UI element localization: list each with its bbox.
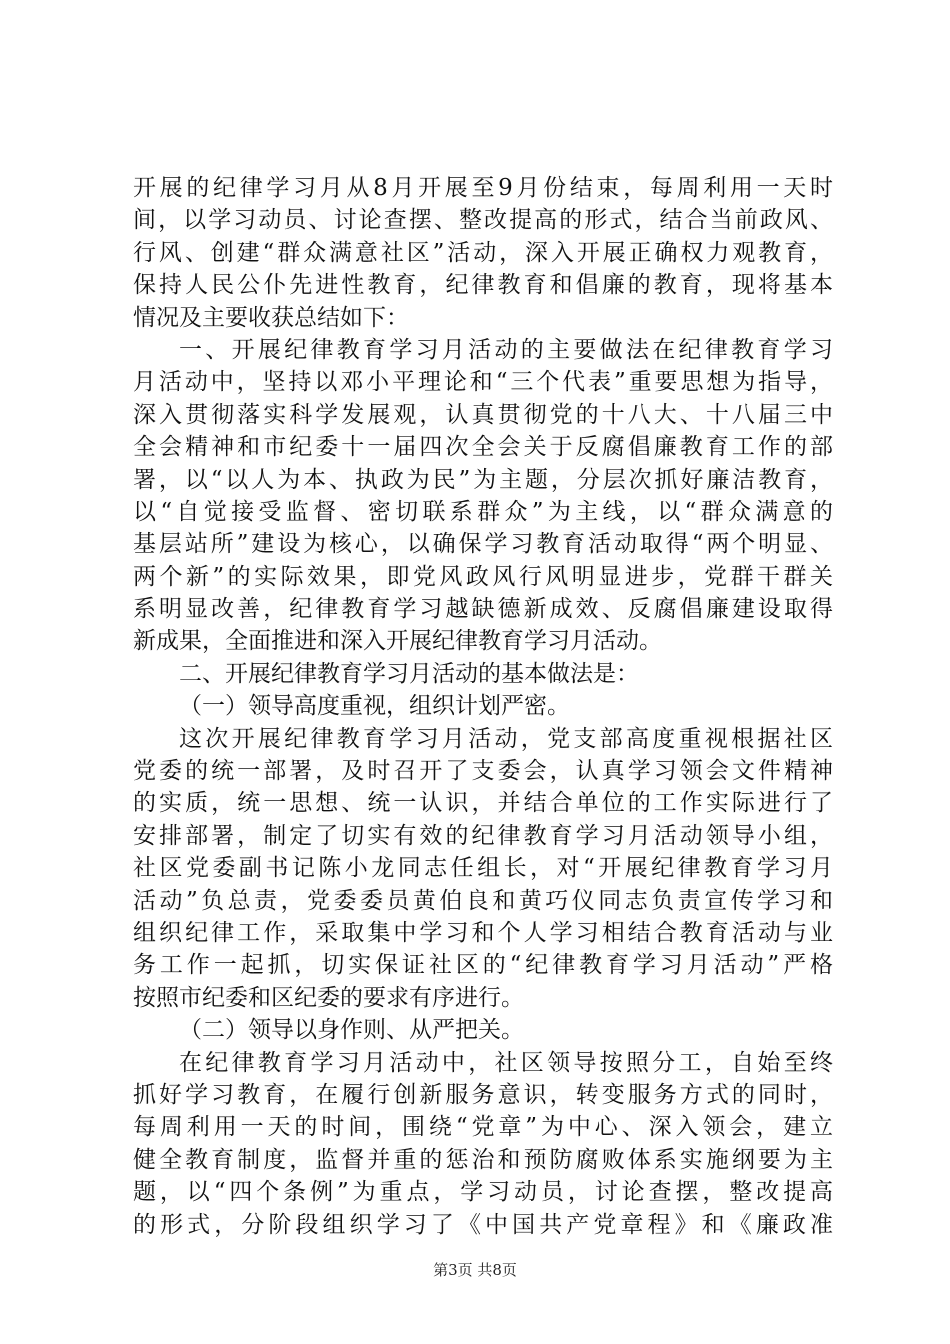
text-line: 行风、创建“群众满意社区”活动，深入开展正确权力观教育， [133,239,833,266]
text-line: 在纪律教育学习月活动中，社区领导按照分工，自始至终 [179,1049,833,1076]
text-line: 间，以学习动员、讨论查摆、整改提高的形式，结合当前政风、 [133,207,833,234]
text-line: 一、开展纪律教育学习月活动的主要做法在纪律教育学习 [179,336,833,363]
text-line: （二）领导以身作则、从严把关。 [179,1017,524,1044]
text-line: 以“自觉接受监督、密切联系群众”为主线，以“群众满意的 [133,498,833,525]
document-body [133,172,833,1241]
text-line: 月活动中，坚持以邓小平理论和“三个代表”重要思想为指导， [133,369,833,396]
text-line: 开展的纪律学习月从8月开展至9月份结束，每周利用一天时 [133,175,833,201]
text-line: 保持人民公仆先进性教育，纪律教育和倡廉的教育，现将基本 [133,272,833,299]
text-line: 活动”负总责，党委委员黄伯良和黄巧仪同志负责宣传学习和 [133,887,833,914]
text-line: 组织纪律工作，采取集中学习和个人学习相结合教育活动与业 [133,919,833,946]
text-line: 署，以“以人为本、执政为民”为主题，分层次抓好廉洁教育， [133,466,833,493]
text-line: 两个新”的实际效果，即党风政风行风明显进步，党群干群关 [133,563,833,590]
text-line: 全会精神和市纪委十一届四次全会关于反腐倡廉教育工作的部 [133,434,833,461]
text-line: 这次开展纪律教育学习月活动，党支部高度重视根据社区 [179,725,833,752]
text-line: 的形式，分阶段组织学习了《中国共产党章程》和《廉政准 [133,1211,833,1238]
text-line: 健全教育制度，监督并重的惩治和预防腐败体系实施纲要为主 [133,1146,833,1173]
text-line: 按照市纪委和区纪委的要求有序进行。 [133,984,524,1011]
text-line: 每周利用一天的时间，围绕“党章”为中心、深入领会，建立 [133,1114,833,1141]
text-line: 的实质，统一思想、统一认识，并结合单位的工作实际进行了 [133,790,833,817]
text-line: 题，以“四个条例”为重点，学习动员，讨论查摆，整改提高 [133,1179,833,1206]
text-line: （一）领导高度重视，组织计划严密。 [179,693,570,720]
text-line: 二、开展纪律教育学习月活动的基本做法是： [179,660,639,687]
text-line: 情况及主要收获总结如下： [133,304,409,331]
text-line: 务工作一起抓，切实保证社区的“纪律教育学习月活动”严格 [133,952,833,979]
text-line: 抓好学习教育，在履行创新服务意识，转变服务方式的同时， [133,1081,833,1108]
text-line: 党委的统一部署，及时召开了支委会，认真学习领会文件精神 [133,758,833,785]
text-line: 系明显改善，纪律教育学习越缺德新成效、反腐倡廉建设取得 [133,596,833,623]
page-footer: 第3页 共8页 [433,1261,517,1279]
text-line: 安排部署，制定了切实有效的纪律教育学习月活动领导小组， [133,822,833,849]
text-line: 深入贯彻落实科学发展观，认真贯彻党的十八大、十八届三中 [133,401,833,428]
text-line: 新成果，全面推进和深入开展纪律教育学习月活动。 [133,628,662,655]
text-line: 社区党委副书记陈小龙同志任组长，对“开展纪律教育学习月 [133,855,833,882]
text-line: 基层站所”建设为核心，以确保学习教育活动取得“两个明显、 [133,531,833,558]
